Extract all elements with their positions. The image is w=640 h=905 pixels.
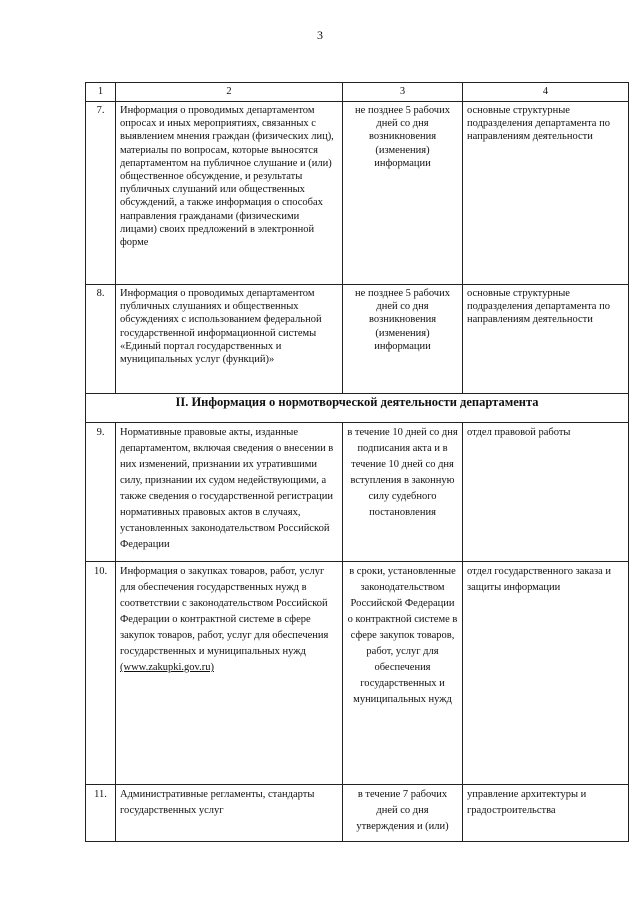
- information-table: [85, 82, 629, 842]
- info-cell: Информация о проводимых департаментом опросах и иных мероприятиях, связанных с выявлением мнения граждан (физических лиц), материалы по вопросам, которые выносятся департаментом на публичное слушание и (или) общественное обсуждение, и результаты публичных слушаний или общественных обсуждений, а также информация о способах направления гражданами (физическими лицами) своих предложений в электронной форме: [116, 102, 343, 285]
- column-header: 4: [463, 83, 629, 102]
- term-cell: не позднее 5 рабочих дней со дня возникновения (изменения) информации: [343, 285, 463, 394]
- table-row: [86, 102, 629, 285]
- term-cell: в течение 10 дней со дня подписания акта и в течение 10 дней со дня вступления в законную силу судебного постановления: [343, 423, 463, 562]
- column-header: 1: [86, 83, 116, 102]
- info-cell: Нормативные правовые акты, изданные департаментом, включая сведения о внесении в них изменений, признании их утратившими силу, признании их судом недействующими, а также сведения о государственной регистрации нормативных правовых актов в случаях, установленных законодательством Российской Федерации: [116, 423, 343, 562]
- row-number: 7.: [86, 102, 116, 285]
- responsible-cell: основные структурные подразделения департамента по направлениям деятельности: [463, 102, 629, 285]
- page-number: 3: [317, 28, 323, 42]
- info-cell: Информация о проводимых департаментом публичных слушаниях и общественных обсуждениях с использованием федеральной государственной информационной системы «Единый портал государственных и муниципальных услуг (функций)»: [116, 285, 343, 394]
- term-cell: не позднее 5 рабочих дней со дня возникновения (изменения) информации: [343, 102, 463, 285]
- column-header: 3: [343, 83, 463, 102]
- term-cell: в течение 7 рабочих дней со дня утверждения и (или): [343, 785, 463, 842]
- row-number: 11.: [86, 785, 116, 842]
- info-cell: [116, 562, 343, 785]
- table-row: [86, 423, 629, 562]
- section-title: II. Информация о нормотворческой деятельности департамента: [86, 394, 629, 423]
- row-number: 10.: [86, 562, 116, 785]
- table-header-row: [86, 83, 629, 102]
- section-row: [86, 394, 629, 423]
- table-row: [86, 285, 629, 394]
- responsible-cell: управление архитектуры и градостроительства: [463, 785, 629, 842]
- responsible-cell: отдел государственного заказа и защиты информации: [463, 562, 629, 785]
- info-cell: Административные регламенты, стандарты государственных услуг: [116, 785, 343, 842]
- zakupki-link[interactable]: (www.zakupki.gov.ru): [120, 662, 214, 673]
- column-header: 2: [116, 83, 343, 102]
- responsible-cell: основные структурные подразделения департамента по направлениям деятельности: [463, 285, 629, 394]
- info-text: Информация о закупках товаров, работ, услуг для обеспечения государственных нужд в соответствии с законодательством Российской Федерации о контрактной системе в сфере закупок товаров, работ, услуг для обеспечения государственных и муниципальных нужд: [120, 566, 329, 657]
- row-number: 8.: [86, 285, 116, 394]
- table-row: [86, 785, 629, 842]
- row-number: 9.: [86, 423, 116, 562]
- term-cell: в сроки, установленные законодательством Российской Федерации о контрактной системе в сфере закупок товаров, работ, услуг для обеспечения государственных и муниципальных нужд: [343, 562, 463, 785]
- table-row: [86, 562, 629, 785]
- responsible-cell: отдел правовой работы: [463, 423, 629, 562]
